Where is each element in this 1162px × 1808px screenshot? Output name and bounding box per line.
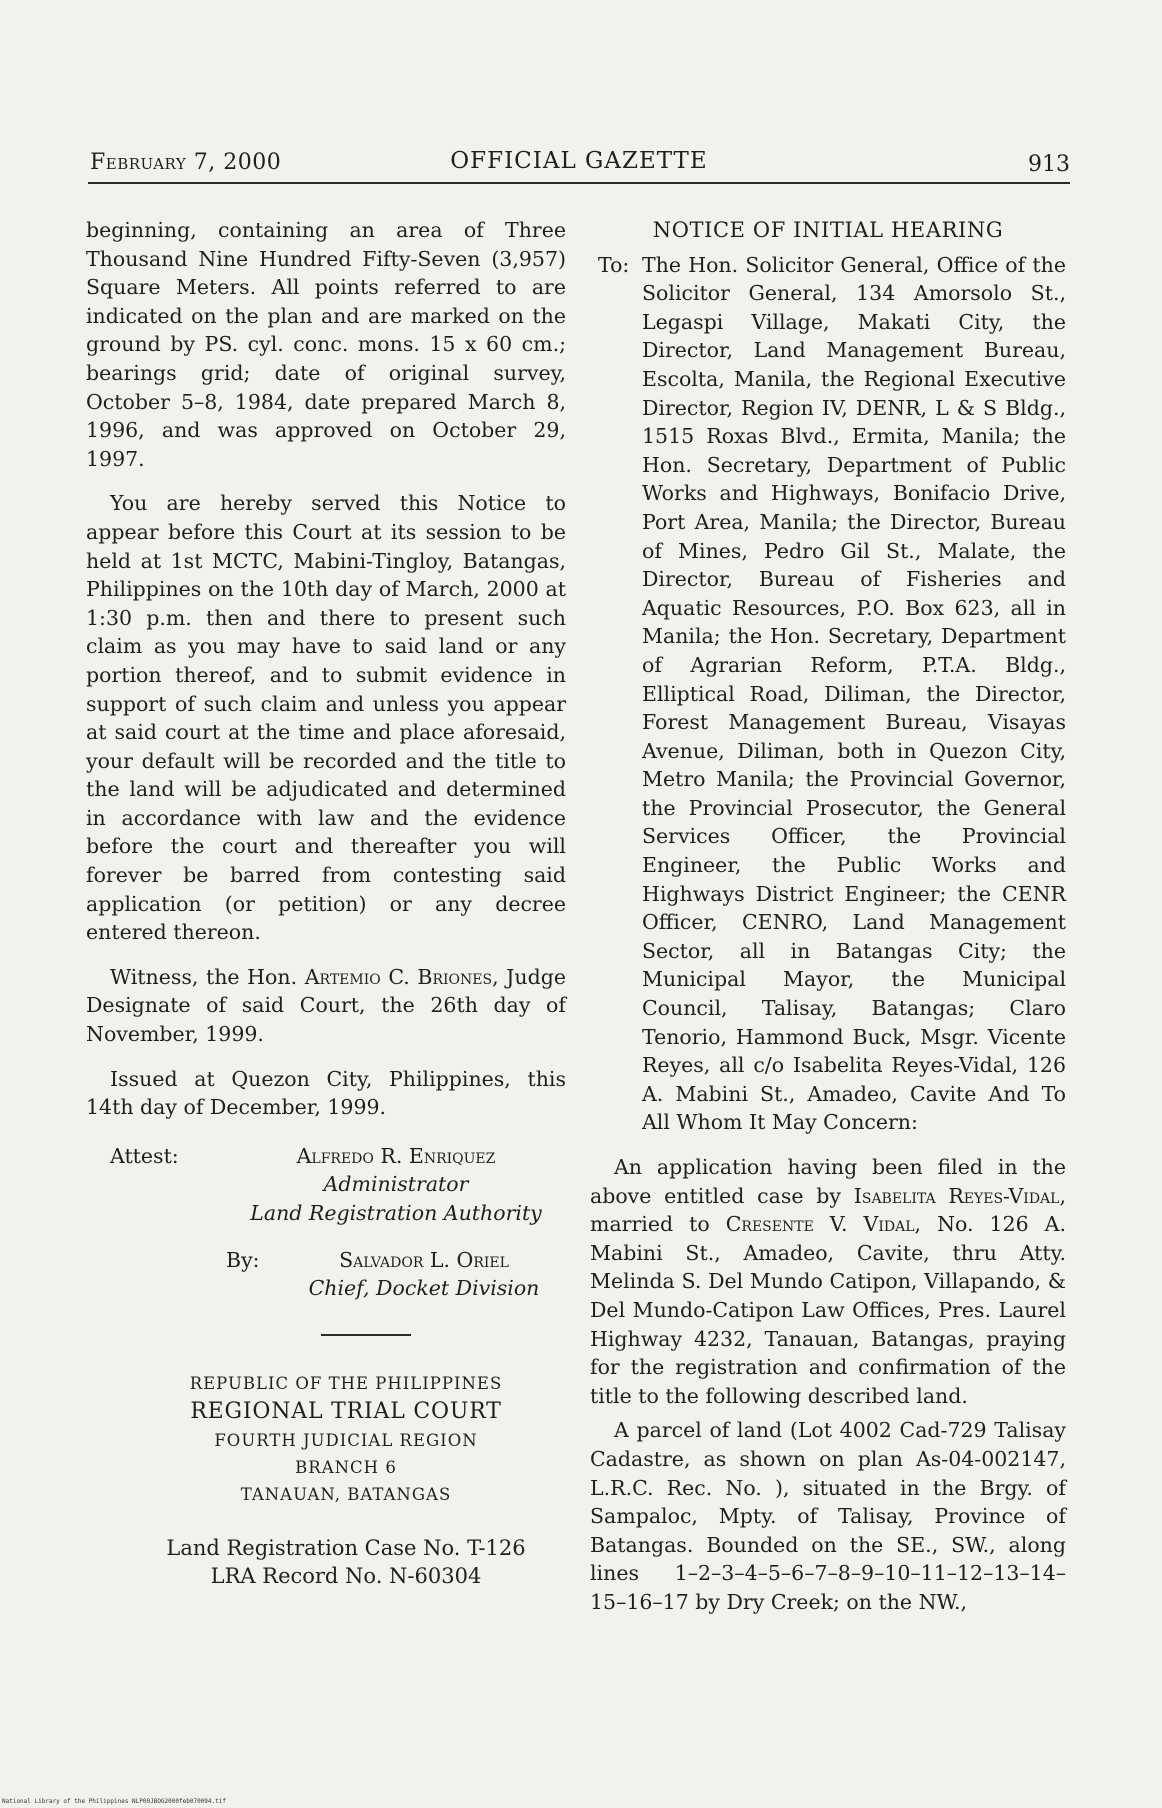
attest-signatory bbox=[226, 1142, 566, 1228]
authority-name: Land Registration Authority bbox=[250, 1201, 542, 1225]
application-mid: , married to bbox=[590, 1183, 1066, 1237]
by-label: By: bbox=[226, 1247, 260, 1272]
land-description-paragraph: beginning, containing an area of Three Thousand Nine Hundred Fifty-Seven (3,957) Square Meters. All points referred to are indicated on the plan and are marked on the ground by PS. cyl. conc. mons. 15 x 60 cm.; bearings grid; date of original survey, October 5–8, 1984, date prepared March 8, 1996, and was approved on October 29, 1997. bbox=[86, 218, 566, 471]
to-label: To: bbox=[598, 252, 630, 277]
court-name: REGIONAL TRIAL COURT bbox=[190, 1398, 502, 1424]
docket-chief-name: Salvador L. Oriel bbox=[339, 1247, 509, 1272]
witness-prefix: Witness, the Hon. bbox=[110, 964, 298, 989]
court-heading bbox=[126, 1370, 566, 1508]
case-numbers bbox=[126, 1534, 566, 1590]
witness-paragraph bbox=[86, 963, 566, 1049]
court-republic: REPUBLIC OF THE PHILIPPINES bbox=[189, 1373, 503, 1393]
issued-paragraph: Issued at Quezon City, Philippines, this 14th day of December, 1999. bbox=[86, 1066, 566, 1120]
court-region: FOURTH JUDICIAL REGION bbox=[214, 1430, 478, 1450]
docket-chief bbox=[274, 1246, 574, 1303]
section-divider bbox=[321, 1334, 411, 1336]
witness-suffix: , Judge Designate of said Court, the 26th day of November, 1999. bbox=[86, 964, 566, 1047]
page-number: 913 bbox=[1028, 152, 1070, 177]
parcel-paragraph: A parcel of land (Lot 4002 Cad-729 Talisay Cadastre, as shown on plan As-04-002147, L.R.C. Rec. No. ), situated in the Brgy. of Sampaloc, Mpty. of Talisay, Province of Batangas. Bounded on the SE., SW., along lines 1–2–3–4–5–6–7–8–9–10–11–12–13–14–15–16–17 by Dry Creek; on the NW., bbox=[590, 1418, 1066, 1614]
administrator-name: Alfredo R. Enriquez bbox=[296, 1143, 496, 1168]
scan-footer: National Library of the Philippines NLP00JBOG2000feb070094.tif bbox=[2, 1798, 226, 1805]
page-header bbox=[88, 146, 1070, 184]
application-suffix: , No. 126 A. Mabini St., Amadeo, Cavite, thru Atty. Melinda S. Del Mundo Catipon, Villapando, & Del Mundo-Catipon Law Offices, Pres. Laurel Highway 4232, Tanauan, Batangas, praying for the registration and confirmation of the title to the following described land. bbox=[590, 1212, 1066, 1408]
spouse-name: Cresente V. Vidal bbox=[725, 1212, 915, 1237]
case-number: Land Registration Case No. T-126 bbox=[166, 1535, 526, 1560]
left-column bbox=[86, 216, 566, 1590]
notice-heading: NOTICE OF INITIAL HEARING bbox=[652, 218, 1004, 242]
right-column bbox=[590, 216, 1066, 1617]
court-branch: BRANCH 6 bbox=[295, 1457, 397, 1477]
administrator-title: Administrator bbox=[323, 1172, 469, 1197]
lra-record-number: LRA Record No. N-60304 bbox=[210, 1563, 482, 1588]
judge-name: Artemio C. Briones bbox=[304, 964, 493, 989]
notice-paragraph: You are hereby served this Notice to appear before this Court at its session to be held at 1st MCTC, Mabini-Tingloy, Batangas, Philippines on the 10th day of March, 2000 at 1:30 p.m. then and there to present such claim as you may have to said land or any portion thereof, and to submit evidence in support of such claim and unless you appear at said court at the time and place aforesaid, your default will be recorded and the title to the land will be adjudicated and determined in accordance with law and the evidence before the court and thereafter you will forever be barred from contesting said application (or petition) or any decree entered thereon. bbox=[86, 491, 566, 945]
attest-block bbox=[86, 1142, 566, 1302]
application-paragraph bbox=[590, 1153, 1066, 1410]
attest-label: Attest: bbox=[110, 1143, 179, 1168]
docket-chief-title: Chief, Docket Division bbox=[308, 1276, 540, 1301]
applicant-name: Isabelita Reyes-Vidal bbox=[853, 1183, 1060, 1208]
addressee-block bbox=[590, 251, 1066, 1137]
header-date: February 7, 2000 bbox=[90, 150, 282, 175]
court-location: TANAUAN, BATANGAS bbox=[240, 1484, 452, 1504]
application-prefix: An application having been filed in the above entitled case by bbox=[590, 1155, 1066, 1208]
header-title: OFFICIAL GAZETTE bbox=[450, 148, 708, 174]
addressee-list: The Hon. Solicitor General, Office of the Solicitor General, 134 Amorsolo St., Legaspi Village, Makati City, the Director, Land Management Bureau, Escolta, Manila, the Regional Executive Director, Region IV, DENR, L & S Bldg., 1515 Roxas Blvd., Ermita, Manila; the Hon. Secretary, Department of Public Works and Highways, Bonifacio Drive, Port Area, Manila; the Director, Bureau of Mines, Pedro Gil St., Malate, the Director, Bureau of Fisheries and Aquatic Resources, P.O. Box 623, all in Manila; the Hon. Secretary, Department of Agrarian Reform, P.T.A. Bldg., Elliptical Road, Diliman, the Director, Forest Management Bureau, Visayas Avenue, Diliman, both in Quezon City, Metro Manila; the Provincial Governor, the Provincial Prosecutor, the General Services Officer, the Provincial Engineer, the Public Works and Highways District Engineer; the CENR Officer, CENRO, Land Management Sector, all in Batangas City; the Municipal Mayor, the Municipal Council, Talisay, Batangas; Claro Tenorio, Hammond Buck, Msgr. Vicente Reyes, all c/o Isabelita Reyes-Vidal, 126 A. Mabini St., Amadeo, Cavite And To All Whom It May Concern: bbox=[642, 252, 1066, 1135]
